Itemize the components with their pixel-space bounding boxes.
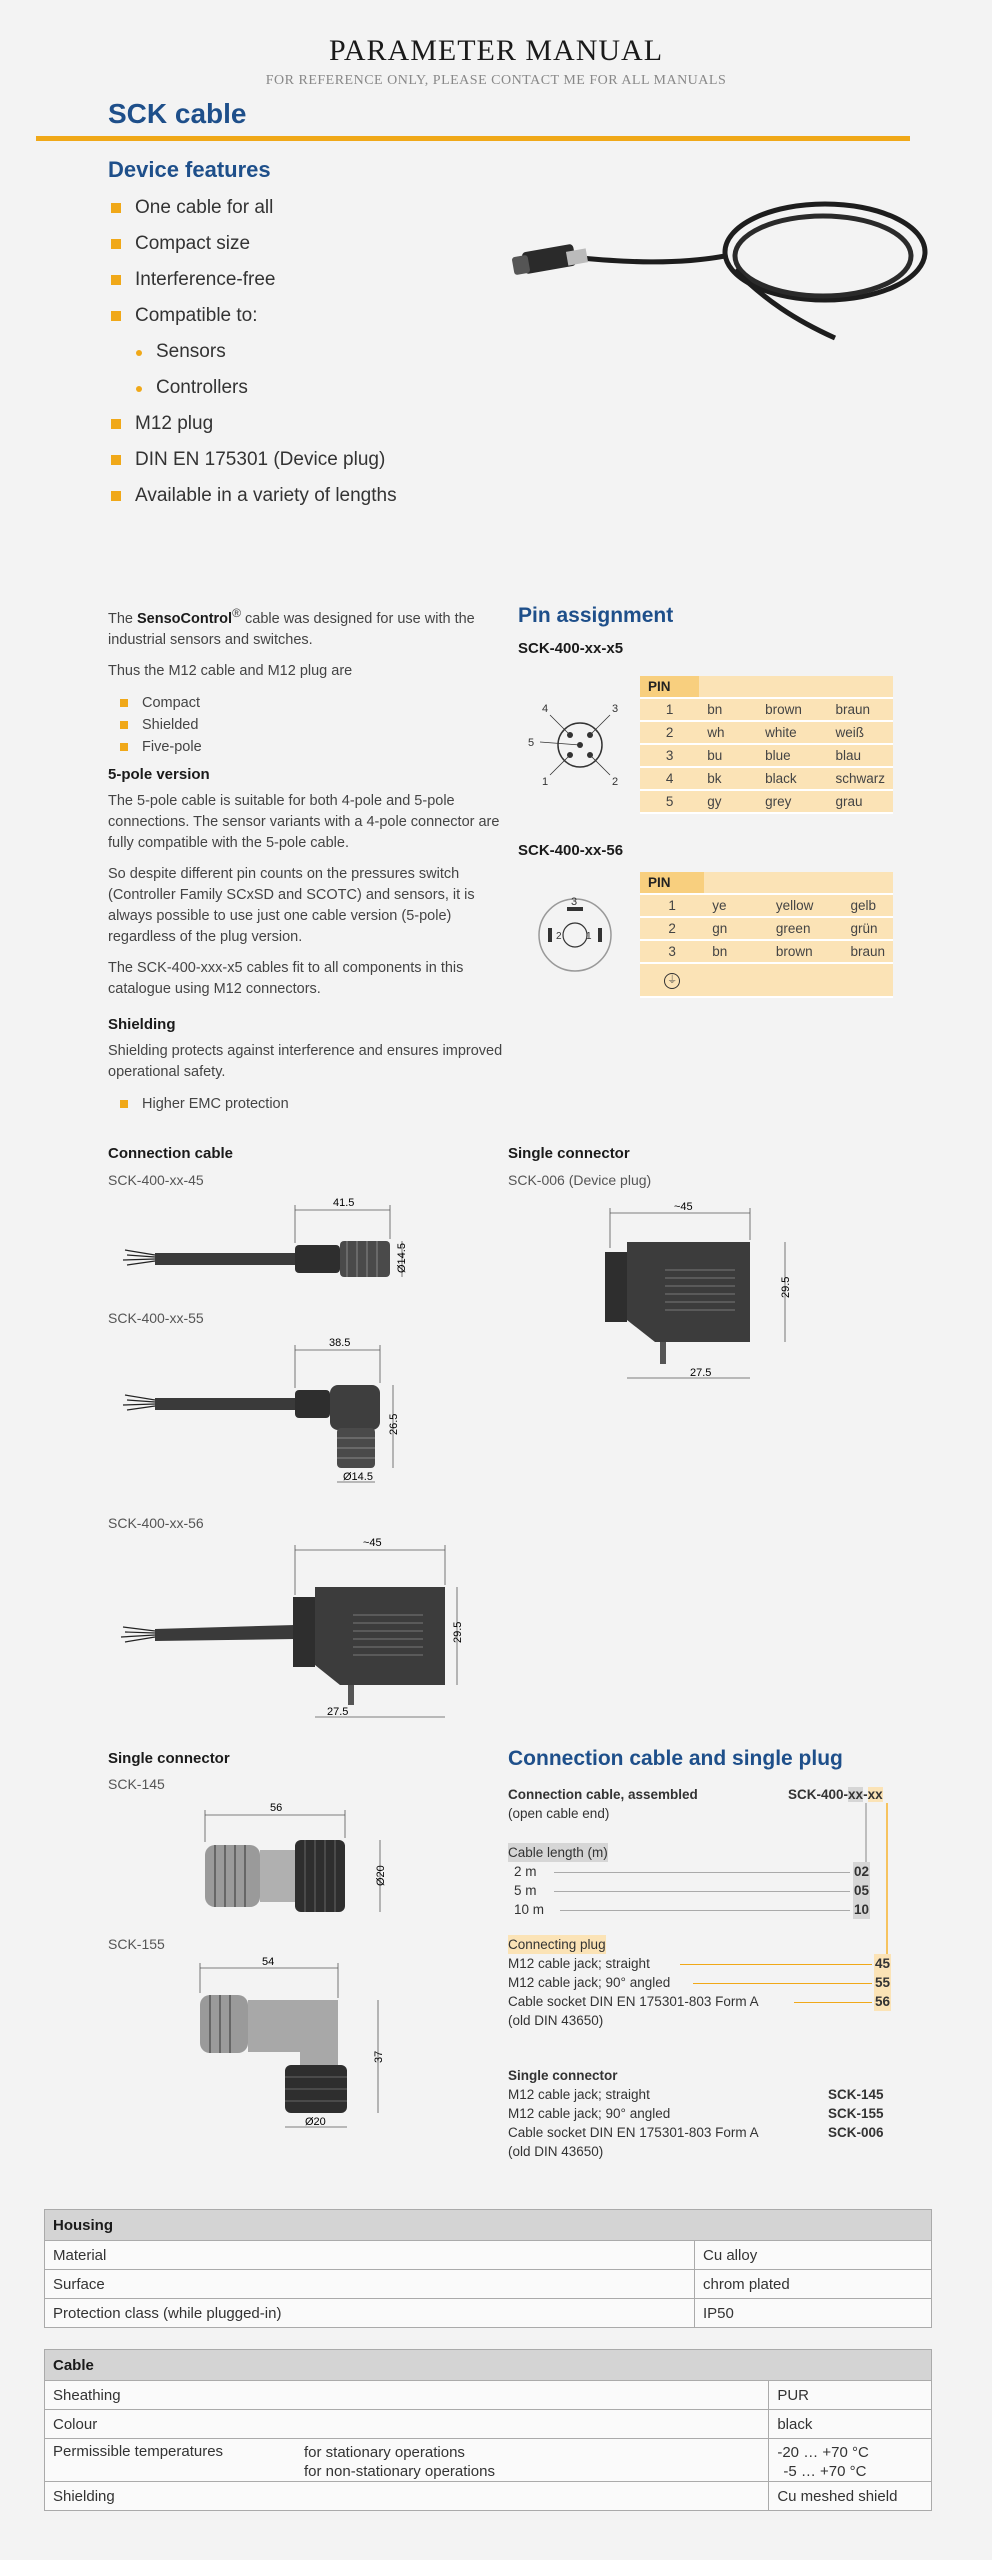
drawing-label: SCK-006 (Device plug)	[508, 1172, 652, 1188]
plug-row: M12 cable jack; 90° angled	[508, 1973, 876, 1992]
title-rule	[36, 136, 910, 141]
shielding-list	[108, 1093, 503, 1115]
five-pole-heading: 5-pole version	[108, 765, 210, 783]
intro-text	[108, 603, 503, 1123]
pin-assignment-heading: Pin assignment	[518, 604, 674, 627]
cable-heading: Cable	[45, 2350, 932, 2381]
plug-guide-line	[886, 1803, 888, 1960]
list-item: Higher EMC protection	[108, 1093, 503, 1115]
page-header-subtitle: FOR REFERENCE ONLY, PLEASE CONTACT ME FOR ALL MANUALS	[265, 73, 727, 88]
pin-label: 1	[542, 776, 549, 788]
pin-table-2-title: SCK-400-xx-56	[518, 842, 624, 859]
pin-label: 2	[556, 931, 562, 942]
table-row: Protection class (while plugged-in) IP50	[45, 2299, 932, 2328]
connection-cable-heading: Connection cable	[108, 1145, 234, 1162]
plug-row: Cable socket DIN EN 175301-803 Form A	[508, 1992, 876, 2011]
intro-paragraph: The 5-pole cable is suitable for both 4-pole and 5-pole connections. The sensor variants with a 4-pole connector are fully compatible with the 5-pole cable.	[108, 792, 500, 851]
dimension-label: 26.5	[388, 1413, 400, 1435]
cable-product-image	[505, 170, 935, 400]
pin-label: 3	[571, 896, 578, 908]
intro-paragraph: Shielding protects against interference and ensures improved operational safety.	[108, 1042, 503, 1080]
product-title: SCK cable	[108, 98, 247, 129]
five-pin-diagram	[520, 690, 640, 790]
drawing-sck-006	[600, 1200, 820, 1400]
housing-heading: Housing	[45, 2210, 932, 2241]
three-pin-diagram	[520, 885, 640, 995]
pin-table-1	[640, 676, 893, 814]
single-row-code: SCK-155	[828, 2106, 884, 2121]
length-row: 10 m	[514, 1900, 854, 1919]
dimension-label: 37	[373, 2050, 385, 2063]
property-list	[108, 692, 503, 758]
ground-icon: ⏚	[664, 973, 680, 989]
table-row: Sheathing PUR	[45, 2381, 932, 2410]
pin-header: PIN	[640, 676, 699, 698]
plug-group-label: Connecting plug	[508, 1937, 606, 1952]
pin-label: 3	[612, 703, 619, 715]
pin-header: PIN	[640, 872, 704, 894]
table-row: Shielding Cu meshed shield	[45, 2482, 932, 2511]
single-row-code: SCK-145	[828, 2087, 884, 2102]
dimension-label: 41.5	[333, 1197, 355, 1209]
single-connector-order-heading: Single connector	[508, 2068, 618, 2083]
feature-list	[108, 190, 528, 514]
cable-table	[44, 2349, 932, 2511]
table-row: 1 bn brown braun	[640, 698, 893, 721]
feature-item: DIN EN 175301 (Device plug)	[108, 442, 528, 478]
drawing-label: SCK-400-xx-55	[108, 1310, 204, 1326]
pin-label: 1	[586, 931, 592, 942]
dimension-label: Ø20	[375, 1865, 387, 1886]
table-row: Colour black	[45, 2410, 932, 2439]
plug-row: M12 cable jack; straight	[508, 1954, 876, 1973]
single-row-label: M12 cable jack; straight	[508, 2087, 650, 2102]
assembled-label: Connection cable, assembled	[508, 1787, 698, 1802]
drawing-sck-400-45	[105, 1195, 505, 1315]
drawing-sck-145	[190, 1800, 450, 1940]
open-end-label: (open cable end)	[508, 1806, 610, 1821]
table-row: Permissible temperatures for stationary operations for non-stationary operations -20 … +70 °C -5 … +70 °C	[45, 2439, 932, 2482]
length-code: 02	[854, 1864, 870, 1879]
length-group-label: Cable length (m)	[508, 1845, 608, 1860]
feature-item: M12 plug	[108, 406, 528, 442]
plug-code: 45	[875, 1956, 891, 1971]
feature-sub-item: Sensors	[108, 334, 528, 370]
length-row: 5 m	[514, 1881, 854, 1900]
table-row: 3 bu blue blau	[640, 744, 893, 767]
dimension-label: 38.5	[329, 1337, 351, 1349]
plug-code: 55	[875, 1975, 891, 1990]
length-row: 2 m	[514, 1862, 854, 1881]
drawing-sck-155	[190, 1955, 450, 2155]
feature-item: Compact size	[108, 226, 528, 262]
pin-label: 2	[612, 776, 619, 788]
table-row: 4 bk black schwarz	[640, 767, 893, 790]
drawing-sck-400-55	[105, 1330, 505, 1500]
dimension-label: Ø14.5	[343, 1471, 373, 1483]
shielding-heading: Shielding	[108, 1015, 176, 1033]
dimension-label: 27.5	[690, 1367, 712, 1379]
dimension-label: Ø20	[305, 2116, 326, 2128]
list-item: Shielded	[108, 714, 503, 736]
dimension-label: ~45	[363, 1537, 382, 1549]
single-row-label: Cable socket DIN EN 175301-803 Form A	[508, 2125, 759, 2140]
intro-paragraph: The SensoControl® cable was designed for use with the industrial sensors and switches.	[108, 606, 475, 648]
old-din-note: (old DIN 43650)	[508, 2144, 604, 2159]
dimension-label: 56	[270, 1802, 283, 1814]
single-row-code: SCK-006	[828, 2125, 884, 2140]
single-connector-heading-2: Single connector	[108, 1750, 230, 1767]
feature-item: One cable for all	[108, 190, 528, 226]
table-row: 2 gn green grün	[640, 917, 893, 940]
dimension-label: 27.5	[327, 1706, 349, 1718]
length-code: 05	[854, 1883, 870, 1898]
drawing-sck-400-56	[105, 1535, 525, 1735]
intro-paragraph: The SCK-400-xxx-x5 cables fit to all components in this catalogue using M12 connectors.	[108, 959, 464, 997]
dimension-label: 29.5	[780, 1276, 792, 1298]
table-row: 5 gy grey grau	[640, 790, 893, 813]
dimension-label: ~45	[674, 1201, 693, 1213]
feature-item: Available in a variety of lengths	[108, 478, 528, 514]
drawing-label: SCK-400-xx-56	[108, 1515, 204, 1531]
plug-code: 56	[875, 1994, 891, 2009]
dimension-label: Ø14.5	[396, 1243, 408, 1273]
table-row	[640, 963, 893, 997]
pin-label: 5	[528, 737, 535, 749]
order-code: SCK-400-xx-xx	[788, 1787, 883, 1802]
ordering-heading: Connection cable and single plug	[508, 1747, 843, 1770]
feature-item: Interference-free	[108, 262, 528, 298]
table-row: 2 wh white weiß	[640, 721, 893, 744]
table-row: 1 ye yellow gelb	[640, 894, 893, 917]
pin-label: 4	[542, 703, 549, 715]
features-heading: Device features	[108, 157, 271, 182]
dimension-label: 29.5	[452, 1621, 464, 1643]
length-code: 10	[854, 1902, 870, 1917]
dimension-label: 54	[262, 1956, 275, 1968]
drawing-label: SCK-145	[108, 1776, 165, 1792]
old-din-note: (old DIN 43650)	[508, 2013, 604, 2028]
page-header-title: PARAMETER MANUAL	[328, 34, 664, 67]
list-item: Compact	[108, 692, 503, 714]
single-row-label: M12 cable jack; 90° angled	[508, 2106, 671, 2121]
feature-sub-item: Controllers	[108, 370, 528, 406]
intro-paragraph: So despite different pin counts on the pressures switch (Controller Family SCxSD and SCOTC) and sensors, it is always possible to use just one cable version (5-pole) regardless of the plug version.	[108, 865, 475, 945]
list-item: Five-pole	[108, 736, 503, 758]
table-row: 3 bn brown braun	[640, 940, 893, 963]
drawing-label: SCK-400-xx-45	[108, 1172, 204, 1188]
single-connector-heading: Single connector	[508, 1145, 630, 1162]
feature-item: Compatible to:	[108, 298, 528, 334]
pin-table-1-title: SCK-400-xx-x5	[518, 640, 624, 657]
pin-table-2	[640, 872, 893, 998]
drawing-label: SCK-155	[108, 1936, 165, 1952]
intro-paragraph: Thus the M12 cable and M12 plug are	[108, 662, 353, 679]
housing-table	[44, 2209, 932, 2328]
table-row: Surface chrom plated	[45, 2270, 932, 2299]
table-row: Material Cu alloy	[45, 2241, 932, 2270]
